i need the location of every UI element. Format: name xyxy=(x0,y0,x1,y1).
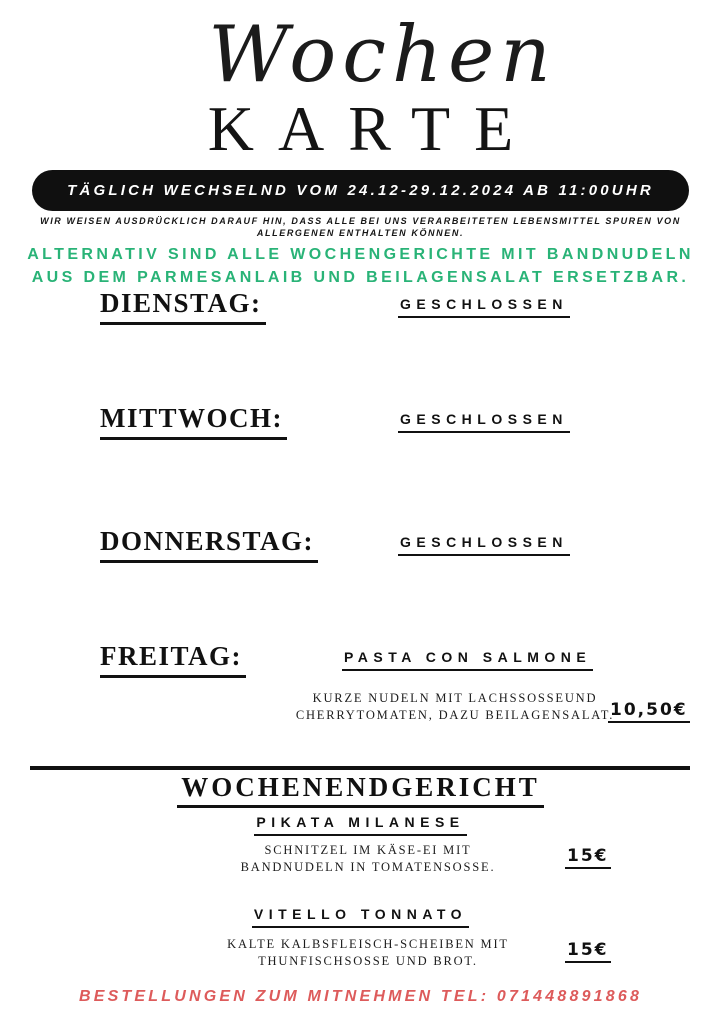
dish-name: GESCHLOSSEN xyxy=(398,296,570,318)
page-title-script: Wochen xyxy=(208,10,557,100)
alternative-note-line2: AUS DEM PARMESANLAIB UND BEILAGENSALAT ERSETZBAR. xyxy=(31,269,690,286)
weekend-item-description-line2: BANDNUDELN IN TOMATENSOSSE. xyxy=(240,860,496,874)
day-label: DONNERSTAG: xyxy=(100,526,318,563)
dish-description-line2: CHERRYTOMATEN, DAZU BEILAGENSALAT. xyxy=(295,708,615,722)
day-label: FREITAG: xyxy=(100,641,246,678)
weekend-item-description xyxy=(203,842,533,876)
section-divider xyxy=(30,766,690,770)
day-label: DIENSTAG: xyxy=(100,288,266,325)
weekend-item-description-line1: SCHNITZEL IM KÄSE-EI MIT xyxy=(264,843,472,857)
allergen-note xyxy=(0,215,721,239)
weekend-item-description-line2: THUNFISCHSOSSE UND BROT. xyxy=(258,954,478,968)
day-row-donnerstag xyxy=(0,526,721,566)
weekend-item-description-line1: KALTE KALBSFLEISCH-SCHEIBEN MIT xyxy=(227,937,509,951)
weekend-item-name-text: PIKATA MILANESE xyxy=(254,814,466,836)
dish-name: PASTA CON SALMONE xyxy=(342,649,593,671)
weekend-heading xyxy=(0,772,721,808)
day-row-mittwoch xyxy=(0,403,721,443)
alternative-note xyxy=(0,243,721,289)
weekend-item-description xyxy=(203,936,533,970)
day-row-dienstag xyxy=(0,288,721,328)
dish-name: GESCHLOSSEN xyxy=(398,411,570,433)
schedule-banner xyxy=(32,170,689,211)
allergen-note-line1: WIR WEISEN AUSDRÜCKLICH DARAUF HIN, DASS ALLE BEI UNS VERARBEITETEN LEBENSMITTEL SPUREN VON xyxy=(40,216,681,226)
dish-price: 10,50€ xyxy=(608,700,690,723)
alternative-note-line1: ALTERNATIV SIND ALLE WOCHENGERICHTE MIT BANDNUDELN xyxy=(27,246,694,263)
day-row-freitag xyxy=(0,641,721,681)
weekend-item-name-text: VITELLO TONNATO xyxy=(252,906,469,928)
dish-description xyxy=(290,690,620,724)
allergen-note-line2: ALLERGENEN ENTHALTEN KÖNNEN. xyxy=(256,228,465,238)
dish-name: GESCHLOSSEN xyxy=(398,534,570,556)
footer-phone-note: BESTELLUNGEN ZUM MITNEHMEN TEL: 071448891868 xyxy=(78,988,643,1005)
dish-description-line1: KURZE NUDELN MIT LACHSSOSSEUND xyxy=(312,691,598,705)
weekend-item-name xyxy=(0,814,721,836)
page-title-main: KARTE xyxy=(207,93,538,164)
weekend-heading-text: WOCHENENDGERICHT xyxy=(177,772,544,808)
weekend-item-name xyxy=(0,906,721,928)
day-label: MITTWOCH: xyxy=(100,403,287,440)
weekend-item-price: 15€ xyxy=(565,846,611,869)
weekend-item-price: 15€ xyxy=(565,940,611,963)
schedule-banner-text: TÄGLICH WECHSELND VOM 24.12-29.12.2024 AB 11:00UHR xyxy=(67,182,654,199)
